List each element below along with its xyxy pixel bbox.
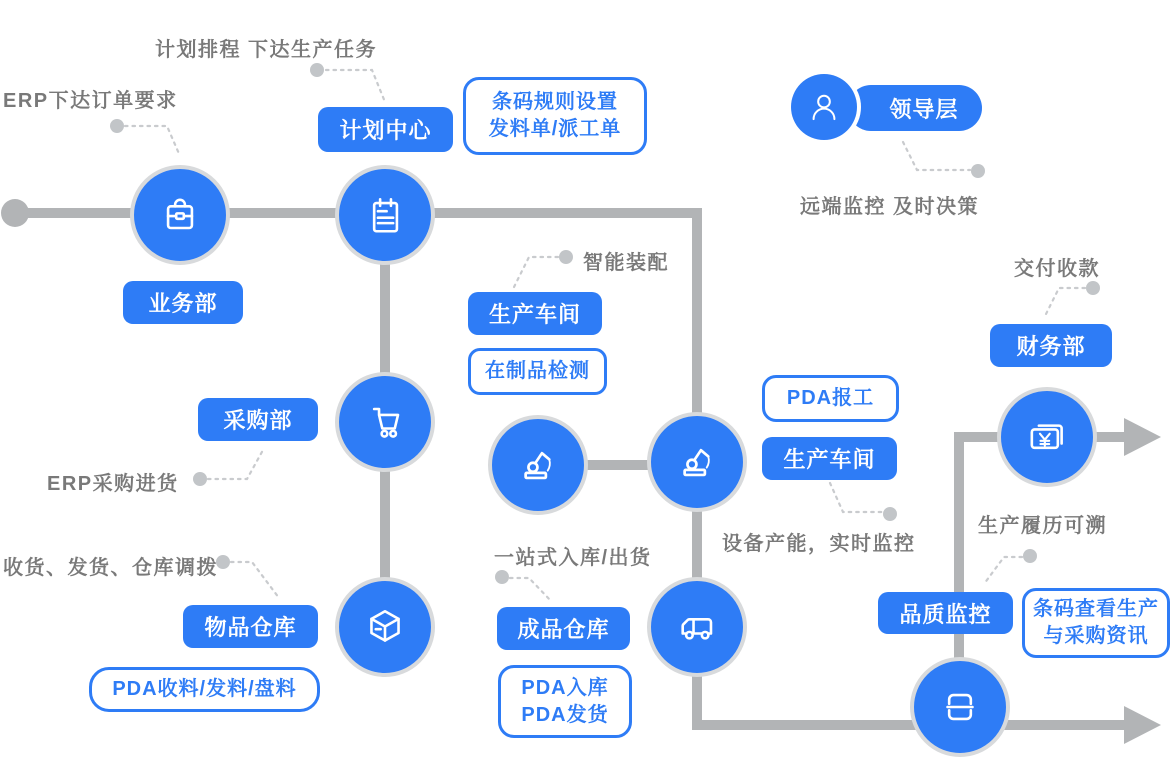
pda-report-label: PDA报工 <box>786 387 875 409</box>
barcode-scanner-icon <box>934 681 986 733</box>
barcode-view-line1: 条码查看生产 <box>1033 598 1159 620</box>
plan-center-badge <box>318 107 453 152</box>
pda-inbound-line1: PDA入库 <box>521 676 609 699</box>
workshop-center-badge <box>468 292 602 335</box>
pda-inbound-line2: PDA发货 <box>521 703 609 726</box>
purchase-dept-node <box>335 372 435 472</box>
truck-icon <box>671 601 723 653</box>
note-equipment: 设备产能，实时监控 <box>722 533 916 555</box>
pda-material-label: PDA收料/发料/盘料 <box>112 678 297 700</box>
barcode-rules-callout <box>463 77 647 155</box>
pda-material-callout <box>89 667 320 712</box>
clipboard-icon <box>359 189 411 241</box>
note-smart-assembly: 智能装配 <box>583 252 669 274</box>
goods-warehouse-badge <box>183 605 318 648</box>
finished-warehouse-badge <box>497 607 630 650</box>
business-dept-label: 业务部 <box>148 291 218 316</box>
workshop-right-label: 生产车间 <box>783 447 876 472</box>
workshop-robot-right-node <box>647 412 747 512</box>
robot-arm-icon <box>670 435 724 489</box>
quality-monitor-badge <box>878 592 1013 634</box>
leadership-node <box>791 74 857 140</box>
shipping-truck-node <box>647 577 747 677</box>
barcode-view-callout <box>1022 588 1170 658</box>
business-dept-node <box>130 165 230 265</box>
pda-report-callout <box>762 375 899 422</box>
finance-dept-badge <box>990 324 1112 367</box>
barcode-scan-node <box>910 657 1010 757</box>
workshop-center-label: 生产车间 <box>488 302 581 327</box>
wip-inspection-callout <box>468 348 607 395</box>
connector-equipment <box>830 483 882 512</box>
barcode-rules-line1: 条码规则设置 <box>492 91 618 113</box>
plan-center-node <box>335 165 435 265</box>
workshop-robot-left-node <box>488 415 588 515</box>
note-erp-purchase: ERP采购进货 <box>47 473 179 495</box>
arrow-head-finance-icon <box>1124 418 1161 456</box>
leadership-label: 领导层 <box>889 96 959 122</box>
barcode-view-line2: 与采购资讯 <box>1043 625 1149 647</box>
note-erp-order: ERP下达订单要求 <box>3 90 178 112</box>
connector-receiving <box>231 562 279 598</box>
connector-erp-order <box>125 126 180 156</box>
workshop-right-badge <box>762 437 897 480</box>
quality-monitor-label: 品质监控 <box>899 601 992 627</box>
connector-plan-schedule <box>326 70 385 102</box>
connector-history <box>984 557 1022 584</box>
connector-delivery <box>1044 288 1085 318</box>
person-icon <box>804 87 844 127</box>
note-remote-monitor: 远端监控 及时决策 <box>800 196 980 218</box>
robot-arm-icon <box>511 438 565 492</box>
pda-inbound-callout <box>498 665 632 738</box>
wip-inspection-label: 在制品检测 <box>485 360 590 382</box>
note-plan-schedule: 计划排程 下达生产任务 <box>155 39 378 61</box>
cube-box-icon <box>359 601 411 653</box>
connector-smart-assembly <box>514 257 558 287</box>
note-receiving: 收货、发货、仓库调拨 <box>3 557 218 579</box>
arrow-head-bottom-icon <box>1124 706 1161 744</box>
connector-one-stop <box>510 578 552 602</box>
shopping-cart-icon <box>359 396 411 448</box>
goods-warehouse-node <box>335 577 435 677</box>
note-history: 生产履历可溯 <box>978 515 1107 537</box>
finance-dept-label: 财务部 <box>1016 334 1086 359</box>
goods-warehouse-label: 物品仓库 <box>204 615 297 640</box>
purchase-dept-badge <box>198 398 318 441</box>
connector-erp-purchase <box>208 450 263 479</box>
business-dept-badge <box>123 281 243 324</box>
barcode-rules-line2: 发料单/派工单 <box>488 118 622 140</box>
finance-money-node <box>997 387 1097 487</box>
note-delivery: 交付收款 <box>1014 258 1100 280</box>
finished-warehouse-label: 成品仓库 <box>517 617 610 642</box>
note-one-stop: 一站式入库/出货 <box>494 547 652 569</box>
money-card-icon <box>1021 411 1073 463</box>
briefcase-icon <box>154 189 206 241</box>
purchase-dept-label: 采购部 <box>223 408 293 433</box>
connector-leadership <box>903 142 970 170</box>
plan-center-label: 计划中心 <box>339 118 432 143</box>
leadership-badge <box>848 85 982 131</box>
